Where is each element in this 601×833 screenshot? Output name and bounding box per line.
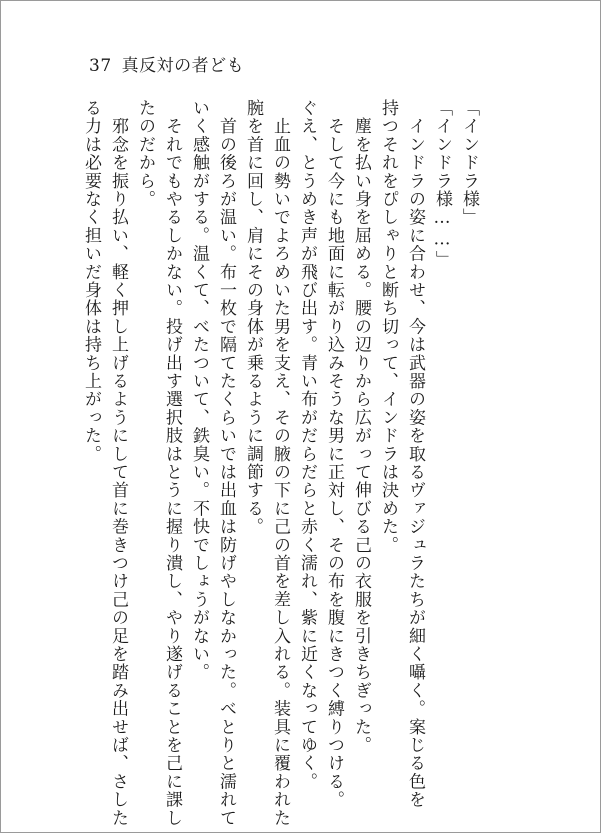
text-line: たのだから。 [135,99,155,209]
text-line: インドラの姿に合わせ、今は武器の姿を取るヴァジュラたちが細く囁く。案じる色を [405,99,425,809]
page-number: 37 [89,56,112,76]
text-line: 邪念を振り払い、軽く押し上げるようにして首に巻きつけ己の足を踏み出せば、さした [108,99,128,827]
text-line: いく感触がする。温くて、べたついて、鉄臭い。不快でしょうがない。 [189,99,209,682]
text-line: 止血の勢いでよろめいた男を支え、その腋の下に己の首を差し入れる。装具に覆われた [270,99,290,827]
chapter-title: 真反対の者ども [121,56,245,76]
running-header [89,56,244,76]
text-line: 腕を首に回し、肩にその身体が乗るように調節する。 [243,99,263,536]
text-line: る力は必要なく担いだ身体は持ち上がった。 [81,99,101,463]
text-line: 「インドラ様……」 [432,99,452,269]
text-line: そして今にも地面に転がり込みそうな男に正対し、その布を腹にきつく縛りつける。 [324,99,344,809]
text-line: それでもやるしかない。投げ出す選択肢はとうに握り潰し、やり遂げることを己に課し [162,99,182,827]
text-line: ぐえ、とうめき声が飛び出す。青い布がだらだらと赤く濡れ、紫に近くなってゆく。 [297,99,317,791]
text-line: 首の後ろが温い。布一枚で隔てたくらいでは出血は防げやしなかった。べとりと濡れて [216,99,236,827]
text-line: 塵を払い身を屈める。腰の辺りから広がって伸びる己の衣服を引きちぎった。 [351,99,371,755]
text-line: 持つそれをぴしゃりと断ち切って、インドラは決めた。 [378,99,398,554]
text-line: 「インドラ様」 [459,99,479,227]
